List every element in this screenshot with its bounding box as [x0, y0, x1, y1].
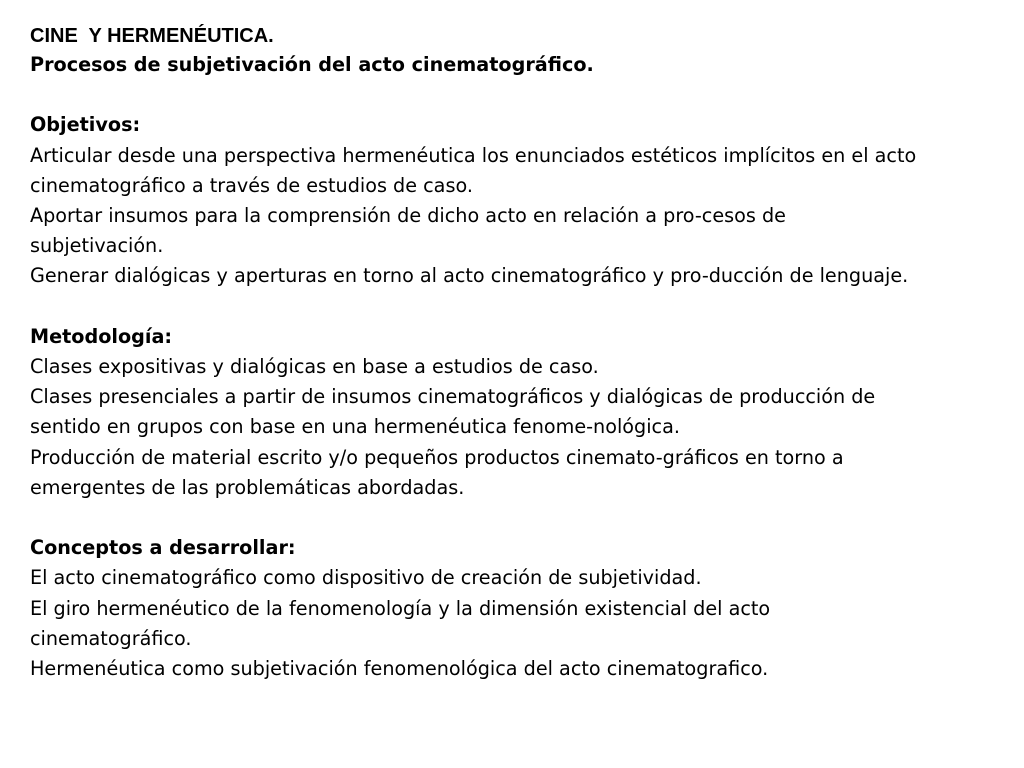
objetivos-line: Generar dialógicas y aperturas en torno al acto cinematográfico y pro-ducción de lenguaje.	[30, 264, 909, 288]
section-heading-objetivos: Objetivos:	[30, 113, 141, 137]
slide-content	[30, 22, 1010, 684]
spacer	[30, 503, 1010, 533]
section-heading-metodologia: Metodología:	[30, 324, 173, 348]
conceptos-line: Hermenéutica como subjetivación fenomenológica del acto cinematografico.	[30, 657, 769, 681]
metodologia-line: sentido en grupos con base en una hermenéutica fenome-nológica.	[30, 415, 680, 439]
slide-title: CINE Y HERMENÉUTICA.	[30, 25, 274, 47]
metodologia-line: emergentes de las problemáticas abordadas.	[30, 475, 465, 499]
section-heading-conceptos: Conceptos a desarrollar:	[30, 536, 296, 560]
metodologia-line: Producción de material escrito y/o pequeños productos cinemato-gráficos en torno a	[30, 445, 844, 469]
conceptos-line: El acto cinematográfico como dispositivo de creación de subjetividad.	[30, 566, 702, 590]
slide-body	[30, 50, 1010, 684]
spacer	[30, 80, 1010, 110]
spacer	[30, 292, 1010, 322]
metodologia-line: Clases presenciales a partir de insumos cinematográficos y dialógicas de producción de	[30, 385, 876, 409]
conceptos-line: El giro hermenéutico de la fenomenología y la dimensión existencial del acto	[30, 596, 771, 620]
objetivos-line: Articular desde una perspectiva hermenéutica los enunciados estéticos implícitos en el acto	[30, 143, 917, 167]
objetivos-line: subjetivación.	[30, 234, 164, 258]
objetivos-line: Aportar insumos para la comprensión de dicho acto en relación a pro-cesos de	[30, 204, 786, 227]
metodologia-line: Clases expositivas y dialógicas en base a estudios de caso.	[30, 355, 599, 378]
slide-subtitle: Procesos de subjetivación del acto cinematográfico.	[30, 53, 594, 76]
objetivos-line: cinematográfico a través de estudios de caso.	[30, 173, 473, 197]
conceptos-line: cinematográfico.	[30, 626, 192, 650]
